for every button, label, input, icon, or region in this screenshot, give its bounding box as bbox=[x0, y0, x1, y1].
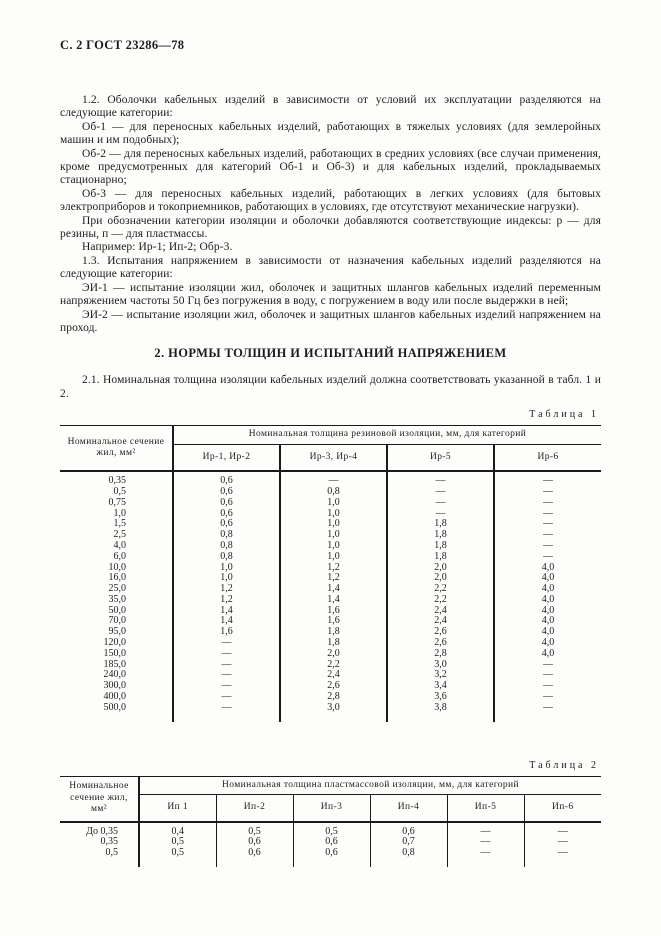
table-cell: — bbox=[280, 471, 387, 487]
table-cell: 2,6 bbox=[387, 638, 494, 649]
paragraph: 1.2. Оболочки кабельных изделий в зависимости от условий их эксплуатации разделяются на следующие категории: bbox=[60, 94, 601, 120]
table-cell: 1,8 bbox=[387, 519, 494, 530]
table-cell: 2,6 bbox=[387, 627, 494, 638]
table-cell: 240,0 bbox=[103, 669, 126, 681]
table-cell: 1,0 bbox=[280, 519, 387, 530]
table-cell: — bbox=[494, 692, 601, 703]
table-cell: 2,2 bbox=[387, 595, 494, 606]
paragraph: Об-2 — для переносных кабельных изделий, работающих в средних условиях (все случаи применения, кроме предусмотренных для категорий Об-1 и Об-3) и для кабельных изделий, прокладываемых стационарно; bbox=[60, 147, 601, 187]
table-cell: 4,0 bbox=[494, 606, 601, 617]
table-cell: — bbox=[494, 660, 601, 671]
table-cell: 0,8 bbox=[173, 541, 280, 552]
table-cell: 0,7 bbox=[370, 837, 447, 848]
table-cell: 4,0 bbox=[494, 649, 601, 660]
table-cell: 0,5 bbox=[139, 848, 216, 867]
table-cell: 4,0 bbox=[113, 539, 126, 551]
table-cell: 0,5 bbox=[139, 837, 216, 848]
table-cell: — bbox=[494, 703, 601, 722]
table-cell: 25,0 bbox=[108, 583, 126, 595]
table-cell: — bbox=[387, 487, 494, 498]
table-cell: 1,6 bbox=[280, 606, 387, 617]
table-cell: 0,6 bbox=[293, 848, 370, 867]
table2-category-header: Ип-2 bbox=[216, 795, 293, 822]
table1-span-header: Номинальная толщина резиновой изоляции, мм, для категорий bbox=[173, 426, 601, 445]
table2-head bbox=[60, 776, 601, 822]
table-cell: 3,0 bbox=[387, 660, 494, 671]
table-cell: 1,0 bbox=[173, 563, 280, 574]
table-cell: 1,2 bbox=[280, 563, 387, 574]
table-cell: 1,4 bbox=[173, 616, 280, 627]
table2 bbox=[60, 776, 601, 867]
table-cell: 4,0 bbox=[494, 563, 601, 574]
paragraph: ЭИ-1 — испытание изоляции жил, оболочек и защитных шлангов кабельных изделий переменным напряжением частоты 50 Гц без погружения в воду, с погружением в воду или после выдержки в ней; bbox=[60, 281, 601, 308]
table-cell: 120,0 bbox=[103, 637, 126, 649]
table-cell: 300,0 bbox=[103, 680, 126, 692]
table1-category-header: Ир-3, Ир-4 bbox=[280, 444, 387, 471]
table-cell: До 0,35 bbox=[86, 825, 118, 837]
table-cell: 1,0 bbox=[280, 498, 387, 509]
table-cell: 0,5 bbox=[216, 822, 293, 838]
table-cell: 0,6 bbox=[173, 519, 280, 530]
table-cell: 4,0 bbox=[494, 573, 601, 584]
table-cell: 1,4 bbox=[280, 595, 387, 606]
table-cell: 0,8 bbox=[173, 530, 280, 541]
table-cell: — bbox=[494, 519, 601, 530]
table-cell: 4,0 bbox=[494, 584, 601, 595]
table1-category-header: Ир-6 bbox=[494, 444, 601, 471]
table-cell: 2,4 bbox=[387, 606, 494, 617]
table-cell: — bbox=[387, 471, 494, 487]
table-cell: 0,6 bbox=[293, 837, 370, 848]
body-text-2 bbox=[60, 374, 601, 401]
table-cell: 1,0 bbox=[280, 552, 387, 563]
table-cell: 0,4 bbox=[139, 822, 216, 838]
table-cell: 16,0 bbox=[108, 572, 126, 584]
table-cell: 2,0 bbox=[280, 649, 387, 660]
table-cell: 1,6 bbox=[280, 616, 387, 627]
table-cell: — bbox=[494, 471, 601, 487]
table-cell: — bbox=[173, 660, 280, 671]
table2-category-header: Ип-3 bbox=[293, 795, 370, 822]
table-row bbox=[60, 498, 601, 509]
table-row bbox=[60, 822, 601, 838]
table-cell: 1,0 bbox=[280, 530, 387, 541]
paragraph: Об-3 — для переносных кабельных изделий, работающих в легких условиях (для бытовых электроприборов и токоприемников, работающих в условиях, где отсутствуют механические нагрузки). bbox=[60, 187, 601, 214]
table-cell: 1,2 bbox=[280, 573, 387, 584]
table-cell: 0,8 bbox=[280, 487, 387, 498]
table-cell: 0,6 bbox=[216, 848, 293, 867]
table-cell: 2,5 bbox=[113, 529, 126, 541]
table-cell: 3,6 bbox=[387, 692, 494, 703]
table-cell: 0,8 bbox=[173, 552, 280, 563]
paragraph: Например: Ир-1; Ип-2; Обр-3. bbox=[82, 241, 233, 254]
table-cell: 1,8 bbox=[280, 638, 387, 649]
paragraph: 1.3. Испытания напряжением в зависимости от назначения кабельных изделий разделяются на следующие категории: bbox=[60, 254, 601, 281]
table-cell: 1,8 bbox=[387, 541, 494, 552]
table-cell: — bbox=[524, 822, 601, 838]
table1-category-header: Ир-1, Ир-2 bbox=[173, 444, 280, 471]
table-cell: 0,6 bbox=[173, 471, 280, 487]
table1-head bbox=[60, 426, 601, 472]
table-cell: — bbox=[173, 703, 280, 722]
page-header: С. 2 ГОСТ 23286—78 bbox=[60, 38, 185, 52]
table-cell: 150,0 bbox=[103, 647, 126, 659]
paragraph: ЭИ-2 — испытание изоляции жил, оболочек и защитных шлангов кабельных изделий напряжением на проход. bbox=[60, 308, 601, 334]
paragraph: Об-1 — для переносных кабельных изделий, работающих в тяжелых условиях (для землеройных машин и им подобных); bbox=[60, 120, 601, 147]
table-cell: — bbox=[494, 681, 601, 692]
table-cell: 0,8 bbox=[370, 848, 447, 867]
table-cell: 3,4 bbox=[387, 681, 494, 692]
table-cell: — bbox=[447, 848, 524, 867]
table2-span-header: Номинальная толщина пластмассовой изоляции, мм, для категорий bbox=[139, 776, 601, 795]
table-cell: 3,0 bbox=[280, 703, 387, 722]
table-cell: 1,0 bbox=[280, 509, 387, 520]
table-cell: 2,0 bbox=[387, 563, 494, 574]
table1-label: Таблица 1 bbox=[529, 409, 599, 421]
table-cell: 70,0 bbox=[108, 615, 126, 627]
table-cell: 4,0 bbox=[494, 616, 601, 627]
table-cell: — bbox=[387, 498, 494, 509]
table-cell: 1,8 bbox=[387, 530, 494, 541]
table-cell: 2,6 bbox=[280, 681, 387, 692]
table-cell: 6,0 bbox=[113, 550, 126, 562]
table2-label: Таблица 2 bbox=[529, 759, 599, 771]
table-cell: — bbox=[173, 681, 280, 692]
table-cell: 3,8 bbox=[387, 703, 494, 722]
table-cell: — bbox=[494, 530, 601, 541]
table-cell: 2,0 bbox=[387, 573, 494, 584]
table-cell: 2,2 bbox=[387, 584, 494, 595]
table-cell: 10,0 bbox=[108, 561, 126, 573]
table-cell: 0,6 bbox=[216, 837, 293, 848]
table-cell: 1,5 bbox=[113, 518, 126, 530]
table-cell: 0,35 bbox=[100, 836, 118, 848]
table-cell: — bbox=[494, 670, 601, 681]
table-cell: 1,4 bbox=[173, 606, 280, 617]
table2-category-header: Ип 1 bbox=[139, 795, 216, 822]
table-cell: 0,75 bbox=[108, 496, 126, 508]
table-cell: — bbox=[173, 670, 280, 681]
table-cell: — bbox=[387, 509, 494, 520]
table-cell: — bbox=[173, 692, 280, 703]
table-cell: 1,0 bbox=[280, 541, 387, 552]
table-cell: 1,0 bbox=[113, 507, 126, 519]
table-cell: — bbox=[173, 638, 280, 649]
table-cell: 2,4 bbox=[387, 616, 494, 627]
table-cell: 95,0 bbox=[108, 626, 126, 638]
table-row bbox=[60, 703, 601, 722]
table-cell: 0,6 bbox=[370, 822, 447, 838]
table-cell: 0,6 bbox=[173, 487, 280, 498]
table-cell: 1,0 bbox=[173, 573, 280, 584]
table-cell: 1,2 bbox=[173, 595, 280, 606]
table-cell: 1,8 bbox=[280, 627, 387, 638]
table-cell: 4,0 bbox=[494, 627, 601, 638]
paragraph: 2.1. Номинальная толщина изоляции кабельных изделий должна соответствовать указанной в табл. 1 и 2. bbox=[60, 374, 601, 400]
table-cell: — bbox=[494, 541, 601, 552]
table-cell: — bbox=[494, 498, 601, 509]
table-cell: 1,2 bbox=[173, 584, 280, 595]
table-cell: — bbox=[494, 487, 601, 498]
table-cell: 0,6 bbox=[173, 498, 280, 509]
table-cell: — bbox=[173, 649, 280, 660]
table-cell: — bbox=[494, 509, 601, 520]
table-cell: — bbox=[494, 552, 601, 563]
table-cell: 1,6 bbox=[173, 627, 280, 638]
table-cell: 35,0 bbox=[108, 593, 126, 605]
table-cell: 4,0 bbox=[494, 638, 601, 649]
table-cell: 0,35 bbox=[108, 475, 126, 487]
table-cell: 50,0 bbox=[108, 604, 126, 616]
paragraph: При обозначении категории изоляции и оболочки добавляются соответствующие индексы: р — для резины, п — для пластмассы. bbox=[60, 214, 601, 241]
table-row bbox=[60, 848, 601, 867]
table-cell: — bbox=[447, 822, 524, 838]
table2-col1-header: Номинальное сечение жил, мм² bbox=[60, 776, 139, 822]
table-cell: 3,2 bbox=[387, 670, 494, 681]
table-cell: 2,8 bbox=[387, 649, 494, 660]
table1-body bbox=[60, 471, 601, 722]
table1-col1-header: Номинальное сечение жил, мм² bbox=[60, 426, 173, 472]
table-cell: 2,4 bbox=[280, 670, 387, 681]
table-cell: 0,5 bbox=[105, 847, 118, 859]
section-heading: 2. НОРМЫ ТОЛЩИН И ИСПЫТАНИЙ НАПРЯЖЕНИЕМ bbox=[154, 346, 507, 361]
table-cell: 0,6 bbox=[173, 509, 280, 520]
table2-body bbox=[60, 822, 601, 867]
table-cell: — bbox=[524, 837, 601, 848]
table-cell: 1,4 bbox=[280, 584, 387, 595]
body-text bbox=[60, 94, 601, 335]
table-cell: 0,5 bbox=[113, 485, 126, 497]
table-cell: 2,2 bbox=[280, 660, 387, 671]
table2-category-header: Ип-4 bbox=[370, 795, 447, 822]
table-cell: 500,0 bbox=[103, 701, 126, 713]
table-row bbox=[60, 552, 601, 563]
table2-category-header: Ип-6 bbox=[524, 795, 601, 822]
table1 bbox=[60, 425, 601, 722]
table-cell: — bbox=[447, 837, 524, 848]
table-cell: 0,5 bbox=[293, 822, 370, 838]
table-cell: 400,0 bbox=[103, 691, 126, 703]
table-row bbox=[60, 471, 601, 487]
table-cell: — bbox=[524, 848, 601, 867]
table-cell: 1,8 bbox=[387, 552, 494, 563]
table1-category-header: Ир-5 bbox=[387, 444, 494, 471]
table-cell: 2,8 bbox=[280, 692, 387, 703]
table2-category-header: Ип-5 bbox=[447, 795, 524, 822]
table-cell: 185,0 bbox=[103, 658, 126, 670]
table-cell: 4,0 bbox=[494, 595, 601, 606]
